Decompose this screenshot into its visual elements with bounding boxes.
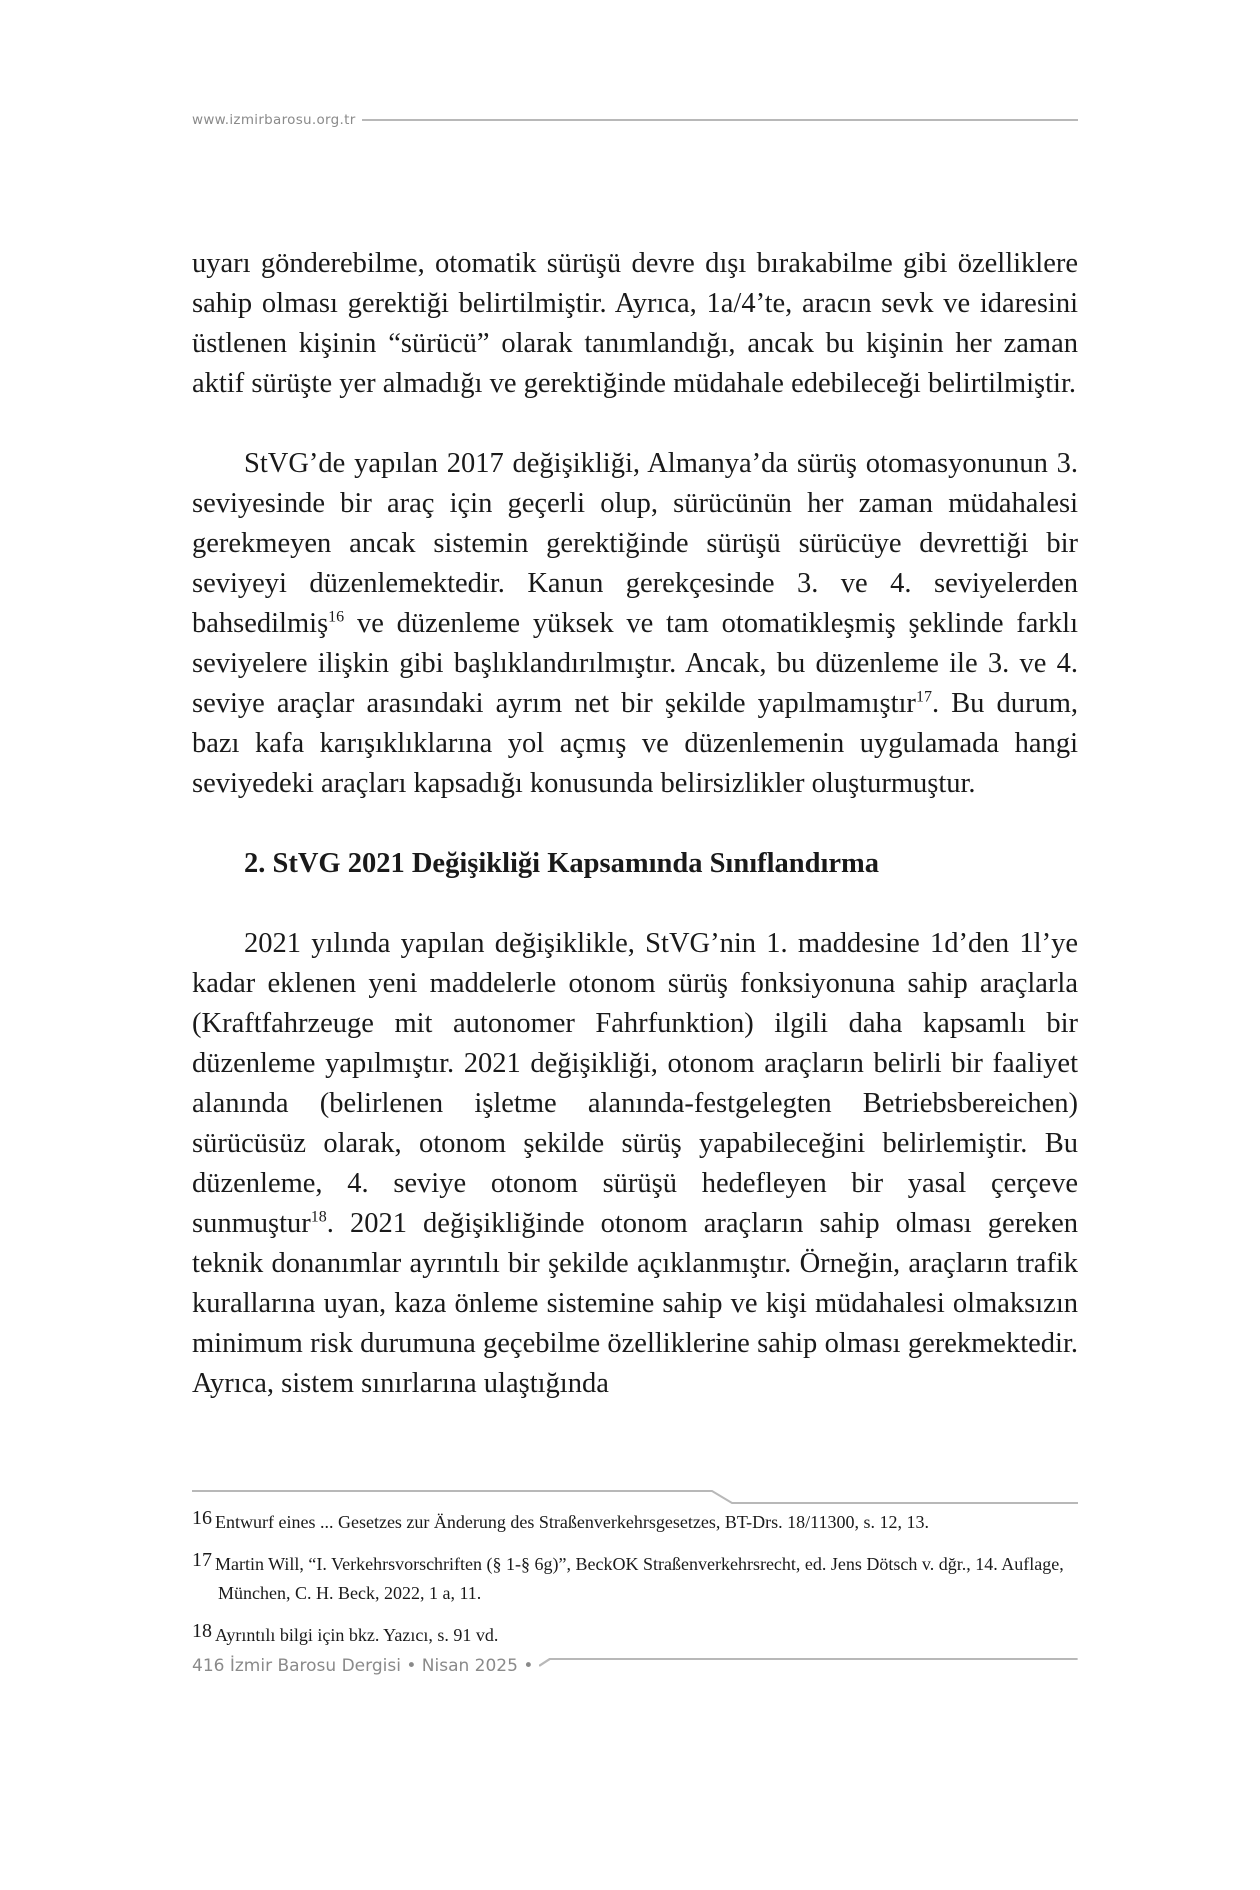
footnote-18 [192, 1617, 1078, 1650]
footnote-ref-16: 16 [328, 608, 345, 626]
paragraph-text: . Bu durum, bazı kafa karışıklıklarına yol açmış ve düzenlemenin uygulamada hangi seviyedeki araçları kapsadığı konusunda belirsizlikler oluşturmuştur. [192, 688, 1079, 799]
footnote-number: 16 [192, 1507, 212, 1529]
footnote-ref-18: 18 [310, 1208, 327, 1226]
main-text [192, 244, 1078, 1404]
paragraph-text: . 2021 değişikliğinde otonom araçların sahip olması gereken teknik donanımlar ayrıntılı bir şekilde açıklanmıştır. Örneğin, araçların trafik kurallarına uyan, kaza önleme sistemine sahip ve kişi müdahalesi olmaksızın minimum risk durumuna geçebilme özelliklerine sahip olması gerekmektedir. Ayrıca, sistem sınırlarına ulaştığında [192, 1208, 1078, 1399]
section-heading: 2. StVG 2021 Değişikliği Kapsamında Sınıflandırma [244, 848, 880, 879]
running-header [192, 110, 1078, 130]
paragraph-text: 2021 yılında yapılan değişiklikle, StVG’nin 1. maddesine 1d’den 1l’ye kadar eklenen yeni maddelerle otonom sürüş fonksiyonuna sahip araçlarla (Kraftfahrzeuge mit autonomer Fahrfunktion) ilgili daha kapsamlı bir düzenleme yapılmıştır. 2021 değişikliği, otonom araçların belirli bir faaliyet alanında (belirlenen işletme alanında-festgelegten Betriebsbereichen) sürücüsüz olarak, otonom şekilde sürüş yapabileceğini belirlemiştir. Bu düzenleme, 4. seviye otonom sürüşü hedefleyen bir yasal çerçeve sunmuştur [192, 928, 1078, 1239]
footnote-17 [192, 1546, 1078, 1608]
footnote-ref-17: 17 [915, 688, 932, 706]
footnotes [192, 1504, 1078, 1659]
footer-page-info: 416 İzmir Barosu Dergisi • Nisan 2025 • [192, 1656, 534, 1676]
paragraph-text: StVG’de yapılan 2017 değişikliği, Almanya’da sürüş otomasyonunun 3. seviyesinde bir araç için geçerli olup, sürücünün her zaman müdahalesi gerekmeyen ancak sistemin gerektiğinde sürüşü sürücüye devrettiği bir seviyeyi düzenlemektedir. Kanun gerekçesinde 3. ve 4. seviyelerden bahsedilmiş [192, 448, 1078, 639]
paragraph-text: ve düzenleme yüksek ve tam otomatikleşmiş şeklinde farklı seviyelere ilişkin gibi başlıklandırılmıştır. Ancak, bu düzenleme ile 3. ve 4. seviye araçlar arasındaki ayrım net bir şekilde yapılmamıştır [192, 608, 1078, 719]
footnote-text: Ayrıntılı bilgi için bkz. Yazıcı, s. 91 vd. [215, 1625, 499, 1645]
footnote-text: Entwurf eines ... Gesetzes zur Änderung des Straßenverkehrsgesetzes, BT-Drs. 18/11300, s. 12, 13. [215, 1512, 929, 1532]
running-footer [192, 1654, 1078, 1678]
footnote-text: Martin Will, “I. Verkehrsvorschriften (§ 1-§ 6g)”, BeckOK Straßenverkehrsrecht, ed. Jens Dötsch v. dğr., 14. Auflage, München, C. H. Beck, 2022, 1 a, 11. [215, 1554, 1064, 1603]
footnote-number: 17 [192, 1549, 212, 1571]
paragraph-text: uyarı gönderebilme, otomatik sürüşü devre dışı bırakabilme gibi özelliklere sahip olması gerektiği belirtilmiştir. Ayrıca, 1a/4’te, aracın sevk ve idaresini üstlenen kişinin “sürücü” olarak tanımlandığı, ancak bu kişinin her zaman aktif sürüşte yer almadığı ve gerektiğinde müdahale edebileceği belirtilmiştir. [192, 248, 1078, 399]
footer-rule [539, 1654, 1078, 1678]
paragraph-stvg-2017 [192, 444, 1078, 804]
footnote-16 [192, 1504, 1078, 1537]
footnote-number: 18 [192, 1620, 212, 1642]
header-url: www.izmirbarosu.org.tr [192, 112, 356, 128]
paragraph-continued [192, 244, 1078, 404]
paragraph-stvg-2021 [192, 924, 1078, 1404]
header-rule [362, 119, 1078, 121]
